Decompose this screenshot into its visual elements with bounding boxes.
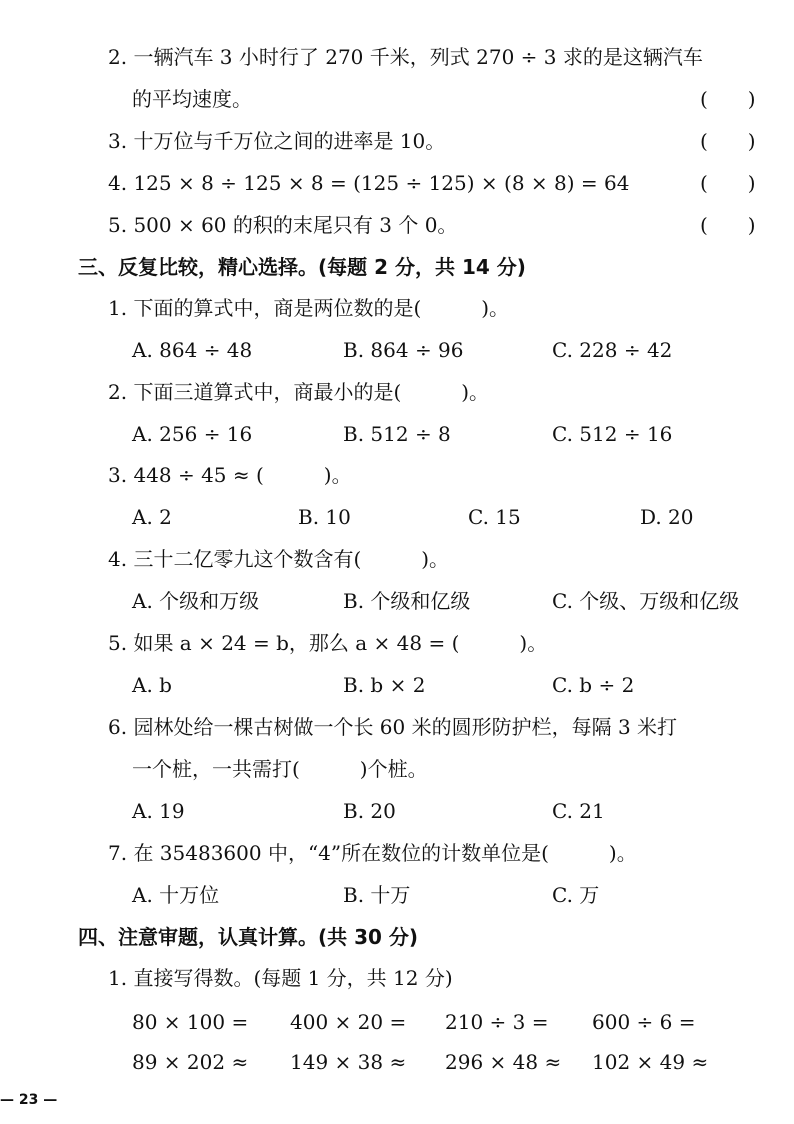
calc-item[interactable]: 149 × 38 ≈ — [290, 1050, 407, 1074]
section-3-heading: 三、反复比较，精心选择。(每题 2 分，共 14 分) — [78, 255, 526, 279]
option-a[interactable]: A. b — [132, 673, 172, 697]
option-a[interactable]: A. 19 — [132, 799, 185, 823]
calc-item[interactable]: 102 × 49 ≈ — [592, 1050, 709, 1074]
answer-paren[interactable]: ( ) — [700, 129, 756, 153]
option-b[interactable]: B. 512 ÷ 8 — [343, 422, 451, 446]
judge-item-3: 3. 十万位与千万位之间的进率是 10。 — [108, 129, 446, 153]
option-b[interactable]: B. 十万 — [343, 883, 411, 907]
option-c[interactable]: C. 个级、万级和亿级 — [552, 589, 740, 613]
page-number: — 23 — — [0, 1092, 58, 1108]
choice-question-3: 3. 448 ÷ 45 ≈ ( )。 — [108, 463, 352, 487]
option-c[interactable]: C. b ÷ 2 — [552, 673, 635, 697]
option-a[interactable]: A. 2 — [132, 505, 172, 529]
choice-question-1: 1. 下面的算式中，商是两位数的是( )。 — [108, 296, 510, 320]
option-b[interactable]: B. 864 ÷ 96 — [343, 338, 464, 362]
option-c[interactable]: C. 512 ÷ 16 — [552, 422, 673, 446]
calc-item[interactable]: 296 × 48 ≈ — [445, 1050, 562, 1074]
option-b[interactable]: B. 20 — [343, 799, 396, 823]
option-a[interactable]: A. 十万位 — [132, 883, 220, 907]
calc-item[interactable]: 89 × 202 ≈ — [132, 1050, 249, 1074]
choice-question-5: 5. 如果 a × 24 = b，那么 a × 48 = ( )。 — [108, 631, 548, 655]
option-c[interactable]: C. 15 — [468, 505, 521, 529]
option-b[interactable]: B. 个级和亿级 — [343, 589, 471, 613]
choice-question-4: 4. 三十二亿零九这个数含有( )。 — [108, 547, 450, 571]
judge-item-2: 2. 一辆汽车 3 小时行了 270 千米，列式 270 ÷ 3 求的是这辆汽车 — [108, 45, 703, 69]
judge-item-4: 4. 125 × 8 ÷ 125 × 8 = (125 ÷ 125) × (8 × 8) = 64 — [108, 171, 630, 195]
answer-paren[interactable]: ( ) — [700, 213, 756, 237]
calc-item[interactable]: 210 ÷ 3 = — [445, 1010, 549, 1034]
calc-item[interactable]: 400 × 20 = — [290, 1010, 407, 1034]
option-a[interactable]: A. 256 ÷ 16 — [132, 422, 253, 446]
choice-question-6-cont: 一个桩，一共需打( )个桩。 — [132, 757, 428, 781]
option-a[interactable]: A. 个级和万级 — [132, 589, 260, 613]
option-d[interactable]: D. 20 — [640, 505, 694, 529]
option-b[interactable]: B. 10 — [298, 505, 351, 529]
judge-item-2-cont: 的平均速度。 — [132, 87, 252, 111]
choice-question-2: 2. 下面三道算式中，商最小的是( )。 — [108, 380, 490, 404]
option-c[interactable]: C. 21 — [552, 799, 605, 823]
answer-paren[interactable]: ( ) — [700, 87, 756, 111]
option-c[interactable]: C. 万 — [552, 883, 600, 907]
option-a[interactable]: A. 864 ÷ 48 — [132, 338, 253, 362]
section-4-heading: 四、注意审题，认真计算。(共 30 分) — [78, 925, 419, 949]
option-c[interactable]: C. 228 ÷ 42 — [552, 338, 673, 362]
choice-question-6: 6. 园林处给一棵古树做一个长 60 米的圆形防护栏，每隔 3 米打 — [108, 715, 678, 739]
calc-item[interactable]: 80 × 100 = — [132, 1010, 249, 1034]
answer-paren[interactable]: ( ) — [700, 171, 756, 195]
choice-question-7: 7. 在 35483600 中，“4”所在数位的计数单位是( )。 — [108, 841, 637, 865]
option-b[interactable]: B. b × 2 — [343, 673, 426, 697]
calc-item[interactable]: 600 ÷ 6 = — [592, 1010, 696, 1034]
judge-item-5: 5. 500 × 60 的积的末尾只有 3 个 0。 — [108, 213, 458, 237]
sub-question-1: 1. 直接写得数。(每题 1 分，共 12 分) — [108, 966, 453, 990]
